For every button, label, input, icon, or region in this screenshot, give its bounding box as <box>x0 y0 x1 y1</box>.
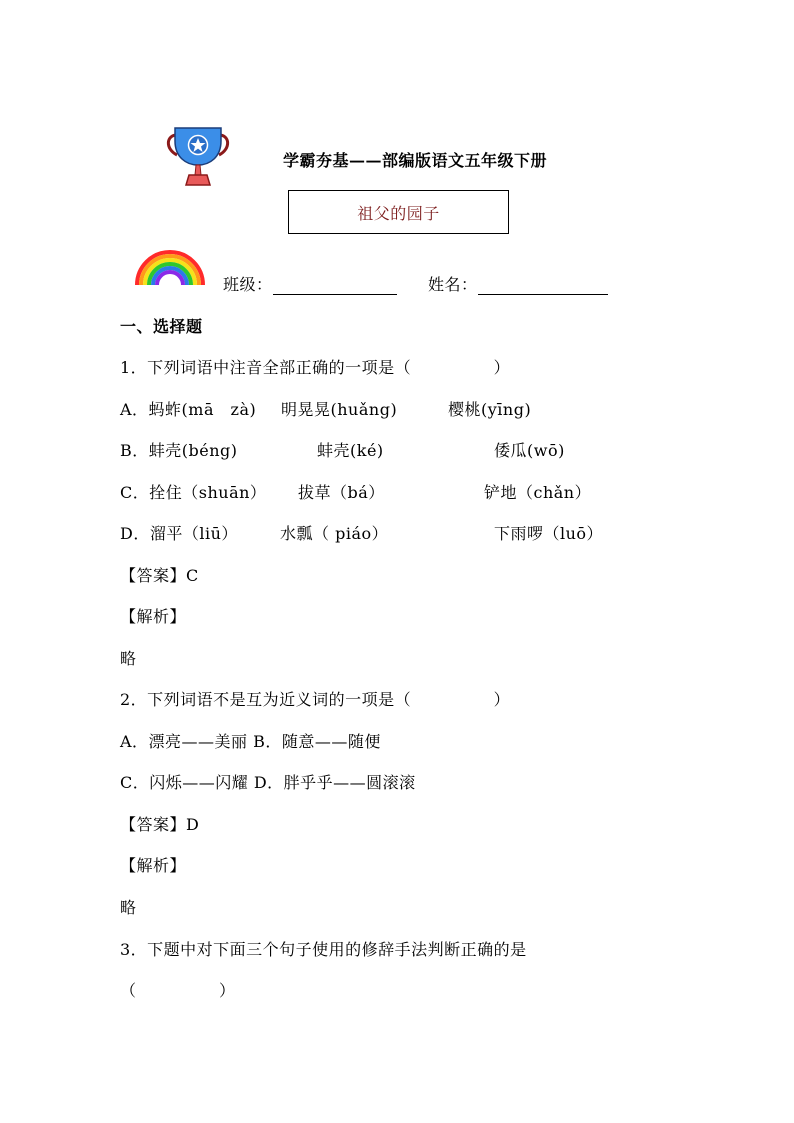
q1-option-d-2: 水瓢（ piáo） <box>280 524 389 543</box>
lesson-title: 祖父的园子 <box>357 203 440 223</box>
class-label: 班级： <box>223 275 273 294</box>
rainbow-icon <box>133 247 207 287</box>
q1-option-b-2: 蚌壳(ké) <box>317 441 384 460</box>
name-blank[interactable] <box>478 276 608 295</box>
q1-option-c-3: 铲地（chǎn） <box>484 483 592 502</box>
trophy-icon <box>163 125 233 191</box>
section-heading: 一、选择题 <box>120 317 203 336</box>
q3-answer-paren: （ ） <box>120 981 236 1000</box>
q2-options-row-2: C．闪烁——闪耀 D．胖乎乎——圆滚滚 <box>120 773 416 792</box>
q1-option-a-2: 明晃晃(huǎng) <box>281 400 398 419</box>
class-field <box>223 275 397 295</box>
name-field <box>428 275 608 295</box>
q1-option-d-1: D．溜平（liū） <box>120 524 238 543</box>
q1-option-c-1: C．拴住（shuān） <box>120 483 267 502</box>
q2-analysis: 略 <box>120 898 137 917</box>
q1-analysis-label: 【解析】 <box>120 607 187 626</box>
question-3-stem: 3．下题中对下面三个句子使用的修辞手法判断正确的是 <box>120 940 527 959</box>
class-blank[interactable] <box>273 276 397 295</box>
lesson-title-box <box>288 190 509 234</box>
q1-answer: 【答案】C <box>120 566 199 585</box>
q1-option-a-3: 樱桃(yīng) <box>448 400 532 419</box>
q2-analysis-label: 【解析】 <box>120 856 187 875</box>
q1-analysis: 略 <box>120 649 137 668</box>
name-label: 姓名： <box>428 275 478 294</box>
q1-option-c-2: 拔草（bá） <box>298 483 385 502</box>
document-title: 学霸夯基——部编版语文五年级下册 <box>283 151 548 170</box>
q1-option-a-1: A．蚂蚱(mā zà) <box>120 400 257 419</box>
q1-option-b-3: 倭瓜(wō) <box>494 441 565 460</box>
q2-answer: 【答案】D <box>120 815 200 834</box>
q1-option-d-3: 下雨啰（luō） <box>494 524 604 543</box>
q1-option-b-1: B．蚌壳(béng) <box>120 441 238 460</box>
question-1-stem: 1．下列词语中注音全部正确的一项是（ ） <box>120 358 511 377</box>
question-2-stem: 2．下列词语不是互为近义词的一项是（ ） <box>120 690 511 709</box>
q2-options-row-1: A．漂亮——美丽 B．随意——随便 <box>120 732 381 751</box>
